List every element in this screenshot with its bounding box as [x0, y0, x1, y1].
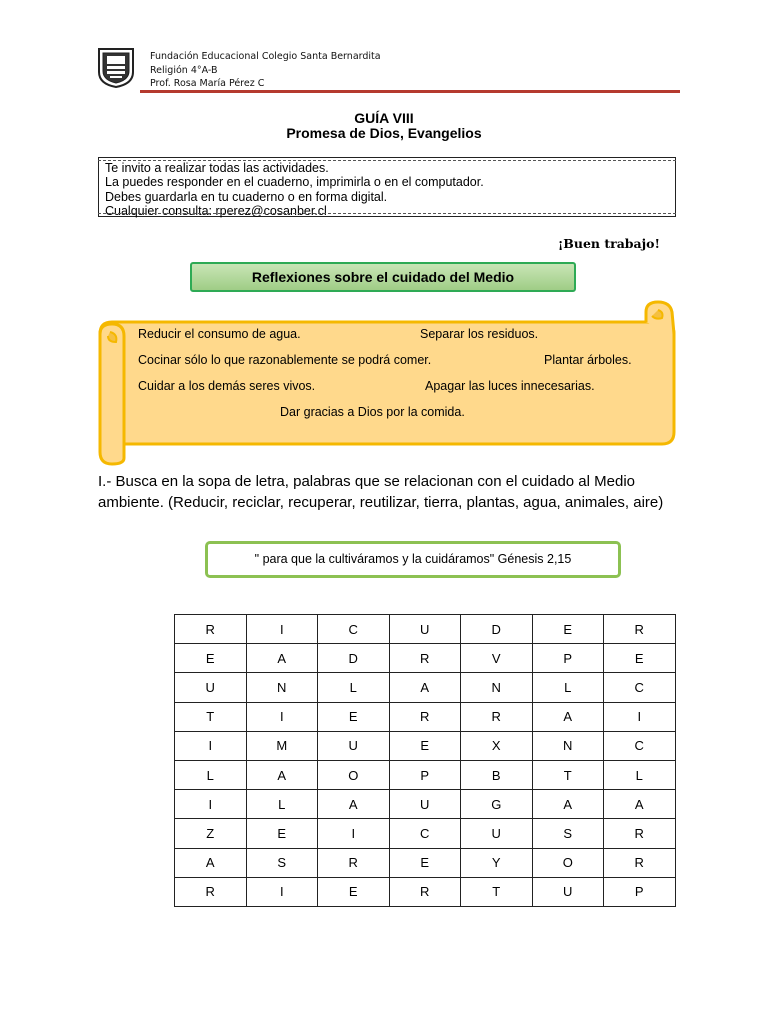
word-search-cell: U: [389, 790, 461, 819]
word-search-cell: L: [246, 790, 318, 819]
word-search-cell: T: [175, 702, 247, 731]
word-search-cell: N: [246, 673, 318, 702]
word-search-cell: R: [389, 877, 461, 906]
instruction-line: La puedes responder en el cuaderno, imprimirla o en el computador.: [105, 175, 484, 190]
word-search-cell: A: [175, 848, 247, 877]
word-search-cell: V: [461, 644, 533, 673]
word-search-row: [175, 615, 676, 644]
word-search-cell: S: [532, 819, 604, 848]
word-search-cell: E: [532, 615, 604, 644]
word-search-cell: T: [532, 760, 604, 789]
teacher-name: Prof. Rosa María Pérez C: [150, 78, 265, 89]
word-search-row: [175, 790, 676, 819]
word-search-cell: E: [389, 848, 461, 877]
word-search-cell: I: [246, 615, 318, 644]
word-search-cell: C: [318, 615, 390, 644]
word-search-grid: [174, 614, 676, 907]
word-search-cell: I: [246, 877, 318, 906]
page-subtitle: Promesa de Dios, Evangelios: [286, 125, 482, 141]
page-title: GUÍA VIII: [354, 110, 414, 126]
word-search-row: [175, 848, 676, 877]
word-search-cell: P: [389, 760, 461, 789]
instruction-line: Te invito a realizar todas las actividades.: [105, 161, 329, 175]
word-search-cell: O: [318, 760, 390, 789]
word-search-cell: R: [389, 644, 461, 673]
word-search-cell: U: [175, 673, 247, 702]
scroll-item: Cocinar sólo lo que razonablemente se podrá comer.: [138, 353, 432, 367]
word-search-cell: U: [318, 731, 390, 760]
word-search-cell: L: [604, 760, 676, 789]
activity-instruction: I.- Busca en la sopa de letra, palabras que se relacionan con el cuidado al Medio ambiente. (Reducir, reciclar, recuperar, reutilizar, tierra, plantas, agua, animales, aire): [98, 473, 664, 511]
word-search-cell: E: [389, 731, 461, 760]
word-search-cell: U: [389, 615, 461, 644]
word-search-cell: I: [175, 790, 247, 819]
word-search-cell: X: [461, 731, 533, 760]
section-title: Reflexiones sobre el cuidado del Medio: [190, 262, 576, 292]
word-search-cell: E: [604, 644, 676, 673]
word-search-cell: L: [175, 760, 247, 789]
word-search-cell: T: [461, 877, 533, 906]
word-search-row: [175, 644, 676, 673]
word-search-row: [175, 702, 676, 731]
word-search-cell: I: [175, 731, 247, 760]
word-search-cell: G: [461, 790, 533, 819]
word-search-cell: C: [389, 819, 461, 848]
word-search-cell: E: [318, 877, 390, 906]
word-search-cell: I: [318, 819, 390, 848]
word-search-cell: R: [318, 848, 390, 877]
word-search-cell: U: [461, 819, 533, 848]
word-search-cell: L: [532, 673, 604, 702]
word-search-row: [175, 673, 676, 702]
school-crest-icon: [96, 46, 136, 88]
scroll-item: Apagar las luces innecesarias.: [425, 379, 595, 393]
header-rule: [140, 90, 680, 93]
word-search-cell: M: [246, 731, 318, 760]
scroll-item: Cuidar a los demás seres vivos.: [138, 379, 316, 393]
word-search-row: [175, 731, 676, 760]
word-search-cell: A: [389, 673, 461, 702]
scroll-item: Reducir el consumo de agua.: [138, 327, 301, 341]
word-search-cell: I: [604, 702, 676, 731]
scroll-item: Separar los residuos.: [420, 327, 539, 341]
scroll-item: Plantar árboles.: [544, 353, 632, 367]
word-search-cell: A: [532, 702, 604, 731]
bible-quote: " para que la cultiváramos y la cuidáramos" Génesis 2,15: [205, 541, 621, 578]
word-search-cell: E: [318, 702, 390, 731]
word-search-cell: C: [604, 731, 676, 760]
word-search-cell: N: [461, 673, 533, 702]
word-search-cell: R: [461, 702, 533, 731]
word-search-cell: R: [175, 615, 247, 644]
word-search-cell: D: [318, 644, 390, 673]
instructions-box: [98, 157, 676, 217]
word-search-cell: A: [318, 790, 390, 819]
word-search-row: [175, 819, 676, 848]
word-search-cell: A: [246, 644, 318, 673]
reflection-scroll: [96, 298, 678, 466]
word-search-cell: R: [604, 848, 676, 877]
word-search-row: [175, 877, 676, 906]
instruction-line: Debes guardarla en tu cuaderno o en forma digital.: [105, 189, 388, 204]
word-search-cell: A: [246, 760, 318, 789]
word-search-cell: P: [532, 644, 604, 673]
institution-header: [150, 50, 381, 91]
contact-line: Cualquier consulta: rperez@cosanber.cl: [105, 204, 327, 219]
word-search-cell: P: [604, 877, 676, 906]
word-search-cell: Z: [175, 819, 247, 848]
word-search-cell: I: [246, 702, 318, 731]
word-search-cell: R: [389, 702, 461, 731]
word-search-cell: A: [532, 790, 604, 819]
word-search-cell: U: [532, 877, 604, 906]
greeting: ¡Buen trabajo!: [557, 236, 660, 251]
word-search-cell: O: [532, 848, 604, 877]
word-search-row: [175, 760, 676, 789]
institution-name: Fundación Educacional Colegio Santa Bernardita: [150, 51, 381, 62]
word-search-cell: E: [246, 819, 318, 848]
word-search-cell: R: [604, 819, 676, 848]
word-search-cell: B: [461, 760, 533, 789]
course-name: Religión 4°A-B: [150, 64, 218, 76]
scroll-item: Dar gracias a Dios por la comida.: [280, 405, 465, 419]
word-search-cell: R: [175, 877, 247, 906]
word-search-cell: R: [604, 615, 676, 644]
word-search-cell: S: [246, 848, 318, 877]
word-search-cell: N: [532, 731, 604, 760]
word-search-cell: D: [461, 615, 533, 644]
word-search-cell: E: [175, 644, 247, 673]
word-search-cell: A: [604, 790, 676, 819]
word-search-cell: Y: [461, 848, 533, 877]
word-search-cell: L: [318, 673, 390, 702]
word-search-cell: C: [604, 673, 676, 702]
